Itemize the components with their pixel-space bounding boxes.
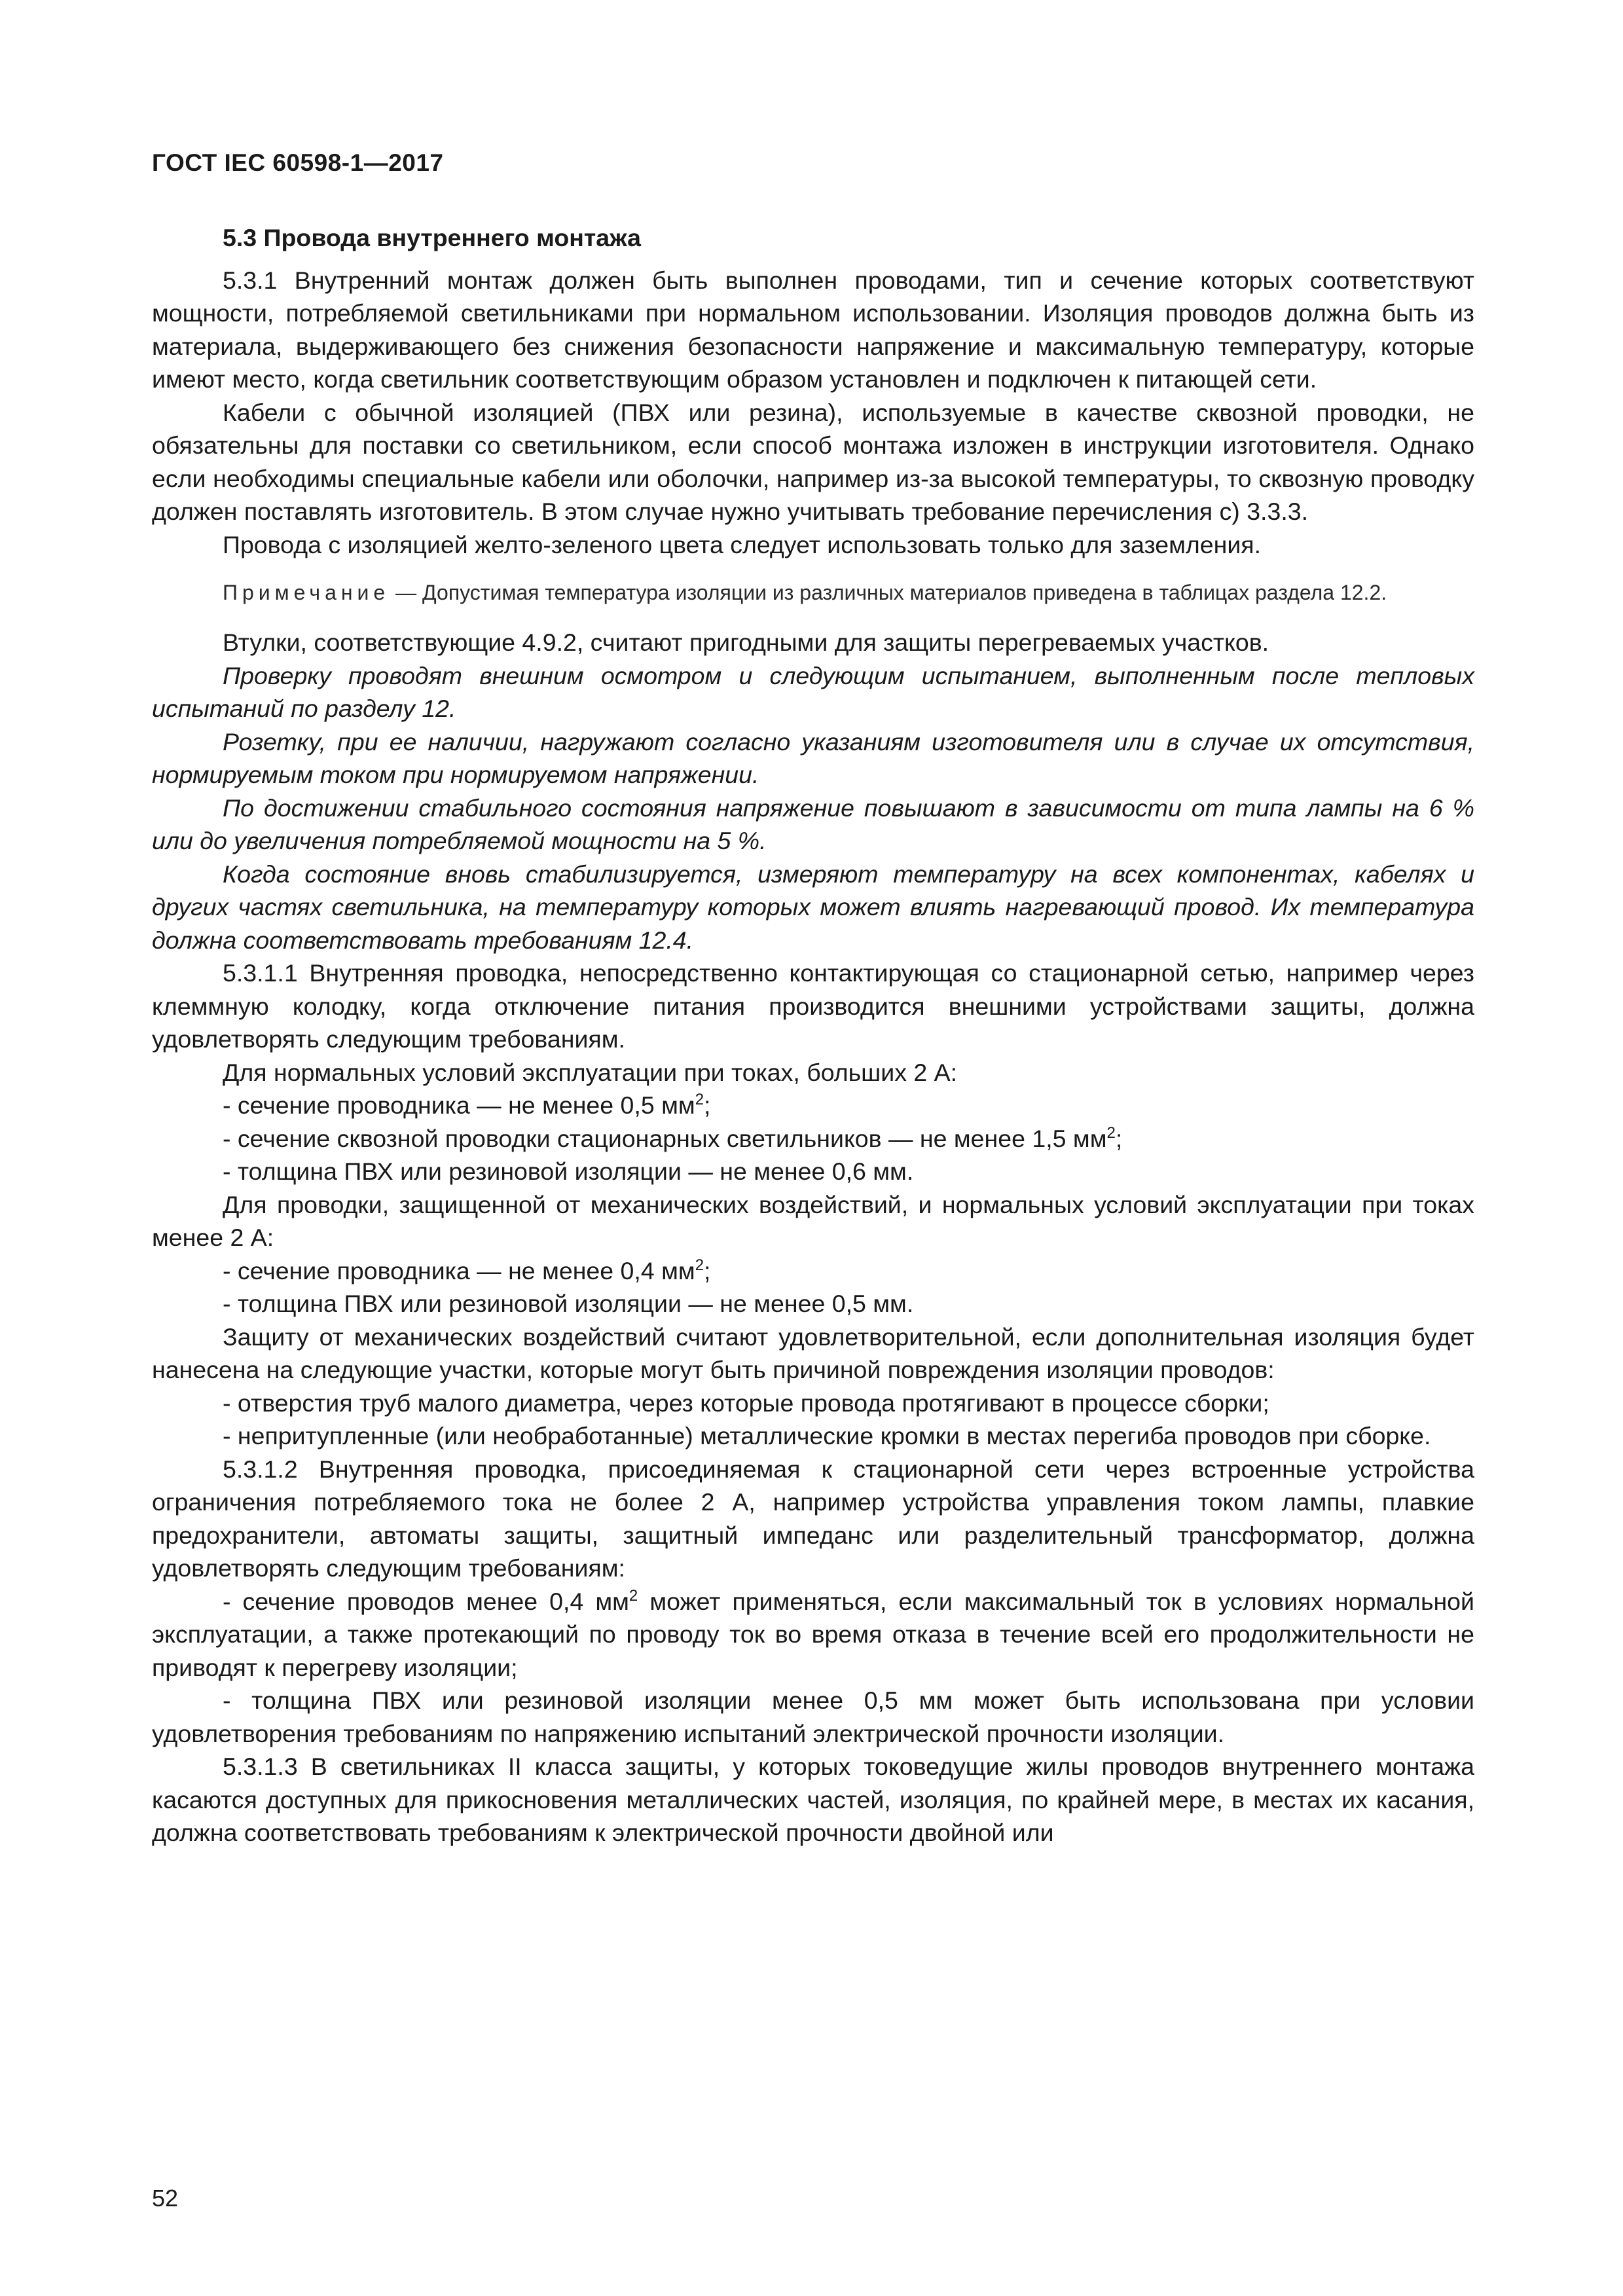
test-paragraph: Розетку, при ее наличии, нагружают согласно указаниям изготовителя или в случае их отсутствия, нормируемым током при нормируемом напряжении. [152, 727, 1474, 788]
list-item [152, 1122, 1474, 1156]
paragraph: Втулки, соответствующие 4.9.2, считают пригодными для защиты перегреваемых участков. [223, 629, 1269, 656]
superscript: 2 [1106, 1123, 1116, 1142]
list-item-text: - сечение проводника — не менее 0,4 мм [223, 1256, 695, 1285]
paragraph: 5.3.1 Внутренний монтаж должен быть выполнен проводами, тип и сечение которых соответствуют мощности, потребляемой светильниками при нормальном использовании. Изоляция проводов должна быть из материала, выдерживающего без снижения безопасности напряжение и максимальную температуру, которые имеют место, когда светильник соответствующим образом установлен и подключен к питающей сети. [152, 266, 1474, 393]
note-text: — Допустимая температура изоляции из различных материалов приведена в таблицах раздела 12.2. [390, 581, 1387, 604]
list-item-end: ; [704, 1091, 711, 1119]
list-item [152, 1585, 1474, 1685]
paragraph: Для нормальных условий эксплуатации при токах, больших 2 А: [223, 1058, 958, 1086]
paragraph: 5.3.1.1 Внутренняя проводка, непосредственно контактирующая со стационарной сетью, например через клеммную колодку, когда отключение питания производится внешними устройствами защиты, должна удовлетворять следующим требованиям. [152, 959, 1474, 1053]
list-item-text: - сечение сквозной проводки стационарных светильников — не менее 1,5 мм [223, 1124, 1107, 1152]
superscript: 2 [695, 1256, 704, 1274]
document-header: ГОСТ IEC 60598-1—2017 [152, 149, 444, 176]
paragraph: Кабели с обычной изоляцией (ПВХ или резина), используемые в качестве сквозной проводки, не обязательны для поставки со светильником, если способ монтажа изложен в инструкции изготовителя. Однако если необходимы специальные кабели или оболочки, например из-за высокой температуры, то сквозную проводку должен поставлять изготовитель. В этом случае нужно учитывать требование перечисления с) 3.3.3. [152, 398, 1474, 525]
page-number: 52 [152, 2185, 179, 2212]
paragraph: 5.3.1.3 В светильниках II класса защиты, у которых токоведущие жилы проводов внутреннего монтажа касаются доступных для прикосновения металлических частей, изоляция, по крайней мере, в местах их касания, должна соответствовать требованиям к электрической прочности двойной или [152, 1753, 1474, 1846]
paragraph: Защиту от механических воздействий считают удовлетворительной, если дополнительная изоляция будет нанесена на следующие участки, которые могут быть причиной повреждения изоляции проводов: [152, 1322, 1474, 1383]
list-item-text: - сечение проводника — не менее 0,5 мм [223, 1091, 695, 1119]
paragraph: Для проводки, защищенной от механических воздействий, и нормальных условий эксплуатации при токах менее 2 А: [152, 1190, 1474, 1251]
list-item-end: ; [704, 1256, 711, 1285]
list-item [152, 1089, 1474, 1122]
paragraph: Провода с изоляцией желто-зеленого цвета следует использовать только для заземления. [223, 530, 1261, 558]
list-item: - непритупленные (или необработанные) металлические кромки в местах перегиба проводов при сборке. [223, 1422, 1431, 1449]
note [152, 578, 1474, 608]
list-item: - толщина ПВХ или резиновой изоляции менее 0,5 мм может быть использована при условии удовлетворения требованиям по напряжению испытаний электрической прочности изоляции. [152, 1686, 1474, 1747]
list-item-end: ; [1115, 1124, 1123, 1152]
list-item [152, 1254, 1474, 1288]
list-item-text: - сечение проводов менее 0,4 мм [223, 1587, 629, 1615]
superscript: 2 [629, 1586, 638, 1605]
list-item: - толщина ПВХ или резиновой изоляции — не менее 0,5 мм. [223, 1290, 914, 1317]
note-label: Примечание [223, 581, 390, 604]
section-content [152, 221, 1474, 1850]
list-item: - отверстия труб малого диаметра, через которые провода протягивают в процессе сборки; [223, 1389, 1269, 1417]
test-paragraph: Когда состояние вновь стабилизируется, измеряют температуру на всех компонентах, кабелях и других частях светильника, на температуру которых может влиять нагревающий провод. Их температура должна соответствовать требованиям 12.4. [152, 860, 1474, 954]
superscript: 2 [695, 1091, 704, 1108]
list-item: - толщина ПВХ или резиновой изоляции — не менее 0,6 мм. [223, 1157, 914, 1185]
section-heading: 5.3 Провода внутреннего монтажа [223, 224, 642, 251]
test-paragraph: Проверку проводят внешним осмотром и следующим испытанием, выполненным после тепловых испытаний по разделу 12. [152, 661, 1474, 722]
test-paragraph: По достижении стабильного состояния напряжение повышают в зависимости от типа лампы на 6 % или до увеличения потребляемой мощности на 5 %. [152, 793, 1474, 854]
paragraph: 5.3.1.2 Внутренняя проводка, присоединяемая к стационарной сети через встроенные устройства ограничения потребляемого тока не более 2 А, например устройства управления током лампы, плавкие предохранители, автоматы защиты, защитный импеданс или разделительный трансформатор, должна удовлетворять следующим требованиям: [152, 1455, 1474, 1582]
list-item-text: может применяться, если максимальный ток в условиях нормальной эксплуатации, а также протекающий по проводу ток во время отказа в течение всей его продолжительности не приводят к перегреву изоляции; [152, 1587, 1474, 1681]
